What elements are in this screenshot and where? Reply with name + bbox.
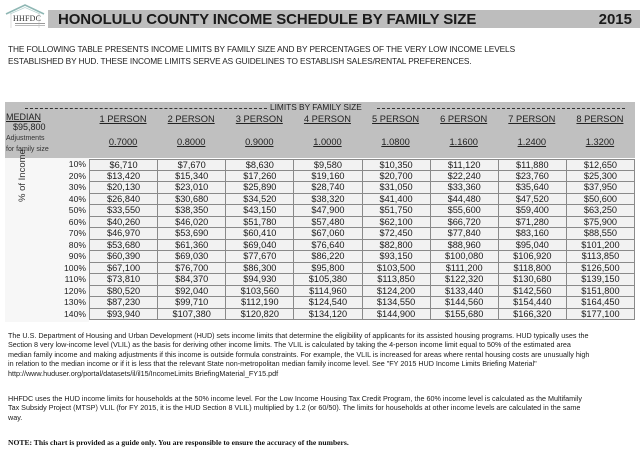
table-cell: $20,700 <box>362 171 431 183</box>
table-cell: $77,670 <box>225 251 294 263</box>
table-cell: $80,520 <box>89 286 158 298</box>
table-cell: $66,720 <box>430 217 499 229</box>
table-cell: $71,280 <box>498 217 567 229</box>
table-cell: $122,320 <box>430 274 499 286</box>
adjustment-factor: 1.0000 <box>313 137 342 147</box>
year-label: 2015 <box>598 11 632 28</box>
table-cell: $23,760 <box>498 171 567 183</box>
table-cell: $93,150 <box>362 251 431 263</box>
table-cell: $47,520 <box>498 194 567 206</box>
row-percent-label: 10% <box>68 159 86 169</box>
table-cell: $67,060 <box>293 228 362 240</box>
table-cell: $99,710 <box>157 297 226 309</box>
table-cell: $144,560 <box>430 297 499 309</box>
table-cell: $26,840 <box>89 194 158 206</box>
table-cell: $73,810 <box>89 274 158 286</box>
intro-text <box>8 44 628 67</box>
row-percent-label: 70% <box>68 228 86 238</box>
table-cell: $120,820 <box>225 309 294 321</box>
table-cell: $124,200 <box>362 286 431 298</box>
adjustment-factor: 1.2400 <box>517 137 547 147</box>
income-table <box>5 102 635 322</box>
table-cell: $77,840 <box>430 228 499 240</box>
table-cell: $11,120 <box>430 159 499 171</box>
table-cell: $166,320 <box>498 309 567 321</box>
dash-line-right <box>377 108 625 109</box>
table-cell: $142,560 <box>498 286 567 298</box>
table-cell: $46,970 <box>89 228 158 240</box>
table-cell: $106,920 <box>498 251 567 263</box>
column-header: 1 PERSON <box>99 114 147 124</box>
table-cell: $20,130 <box>89 182 158 194</box>
table-cell: $6,710 <box>89 159 158 171</box>
table-cell: $95,800 <box>293 263 362 275</box>
table-cell: $86,220 <box>293 251 362 263</box>
row-percent-label: 30% <box>68 182 86 192</box>
table-cell: $113,850 <box>362 274 431 286</box>
table-cell: $33,360 <box>430 182 499 194</box>
adjustment-factor: 0.7000 <box>108 137 138 147</box>
table-cell: $100,080 <box>430 251 499 263</box>
table-cell: $61,360 <box>157 240 226 252</box>
table-cell: $43,150 <box>225 205 294 217</box>
table-cell: $72,450 <box>362 228 431 240</box>
adjustment-factor: 1.3200 <box>585 137 615 147</box>
column-header: 3 PERSON <box>235 114 283 124</box>
table-cell: $107,380 <box>157 309 226 321</box>
row-percent-label: 130% <box>64 297 86 307</box>
table-cell: $95,040 <box>498 240 567 252</box>
table-cell: $144,900 <box>362 309 431 321</box>
table-cell: $19,160 <box>293 171 362 183</box>
row-percent-label: 100% <box>64 262 86 273</box>
title-bar <box>48 10 640 28</box>
table-cell: $25,890 <box>225 182 294 194</box>
table-cell: $92,040 <box>157 286 226 298</box>
table-cell: $34,520 <box>225 194 294 206</box>
table-cell: $59,400 <box>498 205 567 217</box>
table-cell: $76,640 <box>293 240 362 252</box>
row-percent-label: 40% <box>68 193 86 204</box>
table-cell: $57,480 <box>293 217 362 229</box>
adjustment-factor: 0.9000 <box>245 137 274 147</box>
hhfdc-paragraph: HHFDC uses the HUD income limits for households at the 50% income level. For the Low Income Housing Tax Credit Program, the 60% income level is calculated as the Multifamily Tax Subsidy Project (MTSP) VLIL (for FY 2015, it is the HUD Section 8 VLIL) multiplied by 1.2 (or 60/50). The limits for households at other income levels are calculated in the same way. <box>8 394 582 422</box>
table-cell: $114,960 <box>293 286 362 298</box>
table-cell: $31,050 <box>362 182 431 194</box>
hud-url: http://www.huduser.org/portal/datasets/il/il15/IncomeLimits BriefingMaterial_FY15.pdf <box>8 368 279 378</box>
table-cell: $151,800 <box>566 286 635 298</box>
table-cell: $101,200 <box>566 240 635 252</box>
table-cell: $139,150 <box>566 274 635 286</box>
table-cell: $62,100 <box>362 217 431 229</box>
table-cell: $126,500 <box>566 263 635 275</box>
table-cell: $10,350 <box>362 159 431 171</box>
intro-line: ESTABLISHED BY HUD. THESE INCOME LIMITS SERVE AS GUIDELINES TO ESTABLISH SALES/RENTAL PREFERENCES. <box>8 55 472 66</box>
adjustment-factor: 0.8000 <box>176 137 206 147</box>
table-cell: $53,680 <box>89 240 158 252</box>
table-cell: $84,370 <box>157 274 226 286</box>
adjustment-factor: 1.0800 <box>381 137 410 147</box>
table-cell: $30,680 <box>157 194 226 206</box>
table-cell: $88,960 <box>430 240 499 252</box>
median-value: $95,800 <box>13 122 46 132</box>
table-cell: $76,700 <box>157 263 226 275</box>
table-cell: $53,690 <box>157 228 226 240</box>
intro-line: THE FOLLOWING TABLE PRESENTS INCOME LIMITS BY FAMILY SIZE AND BY PERCENTAGES OF THE VERY LOW INCOME LEVELS <box>8 44 516 54</box>
row-percent-label: 110% <box>64 274 86 284</box>
table-cell: $111,200 <box>430 263 499 275</box>
table-cell: $112,190 <box>225 297 294 309</box>
table-cell: $41,400 <box>362 194 431 206</box>
row-percent-label: 60% <box>68 216 86 227</box>
column-header: 6 PERSON <box>440 114 488 124</box>
table-cell: $38,320 <box>293 194 362 206</box>
row-percent-label: 120% <box>64 285 86 296</box>
table-cell: $33,550 <box>89 205 158 217</box>
table-cell: $134,550 <box>362 297 431 309</box>
table-cell: $69,030 <box>157 251 226 263</box>
column-header: 2 PERSON <box>167 114 215 124</box>
column-header: 8 PERSON <box>576 114 624 124</box>
table-cell: $47,900 <box>293 205 362 217</box>
table-cell: $17,260 <box>225 171 294 183</box>
table-cell: $118,800 <box>498 263 567 275</box>
table-cell: $103,500 <box>362 263 431 275</box>
dash-line-left <box>25 108 267 109</box>
logo-text: HHFDC <box>13 14 42 23</box>
table-cell: $44,480 <box>430 194 499 206</box>
table-cell: $28,740 <box>293 182 362 194</box>
table-cell: $7,670 <box>157 159 226 171</box>
table-cell: $93,940 <box>89 309 158 321</box>
table-cell: $23,010 <box>157 182 226 194</box>
table-cell: $105,380 <box>293 274 362 286</box>
row-axis-label: % of Income <box>17 149 28 202</box>
row-percent-label: 80% <box>68 239 86 250</box>
table-cell: $94,930 <box>225 274 294 286</box>
adjustments-label: Adjustments for family size <box>6 135 49 153</box>
table-cell: $46,020 <box>157 217 226 229</box>
column-header: 5 PERSON <box>372 114 420 124</box>
table-cell: $22,240 <box>430 171 499 183</box>
table-cell: $69,040 <box>225 240 294 252</box>
row-percent-label: 20% <box>68 170 86 181</box>
table-cell: $67,100 <box>89 263 158 275</box>
table-cell: $50,600 <box>566 194 635 206</box>
table-cell: $155,680 <box>430 309 499 321</box>
table-cell: $9,580 <box>293 159 362 171</box>
hud-paragraph: The U.S. Department of Housing and Urban Development (HUD) sets income limits that determine the eligibility of applicants for its assisted housing programs. HUD typically uses the Section 8 very low-income level (VLIL) as the basis for deriving other income limits. The VLIL is calculated by taking the 4-person income limit equal to 50% of the estimated area median family income and making adjustments if this income is outside formula constraints. For example, the VLIL is increased for areas where rental housing costs are unusually high in relation to the median income or if it is less that the relevant State non-metropolitan median family income level. See "FY 2015 HUD Income Limits Briefing Material" http://www.huduser.org/portal/datasets/il/il15/IncomeLimits BriefingMaterial_FY15.pdf <box>8 331 634 378</box>
adjustment-factor: 1.1600 <box>449 137 478 147</box>
table-cell: $12,650 <box>566 159 635 171</box>
table-cell: $51,780 <box>225 217 294 229</box>
table-cell: $130,680 <box>498 274 567 286</box>
hhfdc-logo <box>4 4 46 30</box>
table-cell: $75,900 <box>566 217 635 229</box>
limits-group-label: LIMITS BY FAMILY SIZE <box>270 102 362 112</box>
table-cell: $38,350 <box>157 205 226 217</box>
column-header: 7 PERSON <box>508 114 556 124</box>
table-cell: $88,550 <box>566 228 635 240</box>
table-cell: $103,560 <box>225 286 294 298</box>
table-cell: $55,600 <box>430 205 499 217</box>
table-cell: $63,250 <box>566 205 635 217</box>
row-percent-label: 90% <box>68 251 86 261</box>
table-cell: $13,420 <box>89 171 158 183</box>
table-cell: $60,410 <box>225 228 294 240</box>
table-cell: $177,100 <box>566 309 635 321</box>
page-header <box>0 4 640 30</box>
table-cell: $35,640 <box>498 182 567 194</box>
table-cell: $25,300 <box>566 171 635 183</box>
table-cell: $51,750 <box>362 205 431 217</box>
table-cell: $133,440 <box>430 286 499 298</box>
table-cell: $60,390 <box>89 251 158 263</box>
column-header: 4 PERSON <box>303 114 351 124</box>
page-title: HONOLULU COUNTY INCOME SCHEDULE BY FAMILY SIZE <box>58 11 477 28</box>
table-cell: $11,880 <box>498 159 567 171</box>
table-cell: $124,540 <box>293 297 362 309</box>
logo-subtitle <box>15 23 45 26</box>
table-cell: $86,300 <box>225 263 294 275</box>
table-cell: $40,260 <box>89 217 158 229</box>
table-cell: $37,950 <box>566 182 635 194</box>
table-cell: $83,160 <box>498 228 567 240</box>
disclaimer-note: NOTE: This chart is provided as a guide only. You are responsible to ensure the accuracy of the numbers. <box>8 438 349 447</box>
table-cell: $134,120 <box>293 309 362 321</box>
table-cell: $154,440 <box>498 297 567 309</box>
median-label: MEDIAN <box>6 112 42 122</box>
table-cell: $164,450 <box>566 297 635 309</box>
row-percent-label: 50% <box>68 205 86 215</box>
table-cell: $82,800 <box>362 240 431 252</box>
table-cell: $8,630 <box>225 159 294 171</box>
table-cell: $15,340 <box>157 171 226 183</box>
limits-group-header <box>25 102 625 112</box>
table-cell: $87,230 <box>89 297 158 309</box>
table-cell: $113,850 <box>566 251 635 263</box>
row-percent-label: 140% <box>64 308 86 319</box>
